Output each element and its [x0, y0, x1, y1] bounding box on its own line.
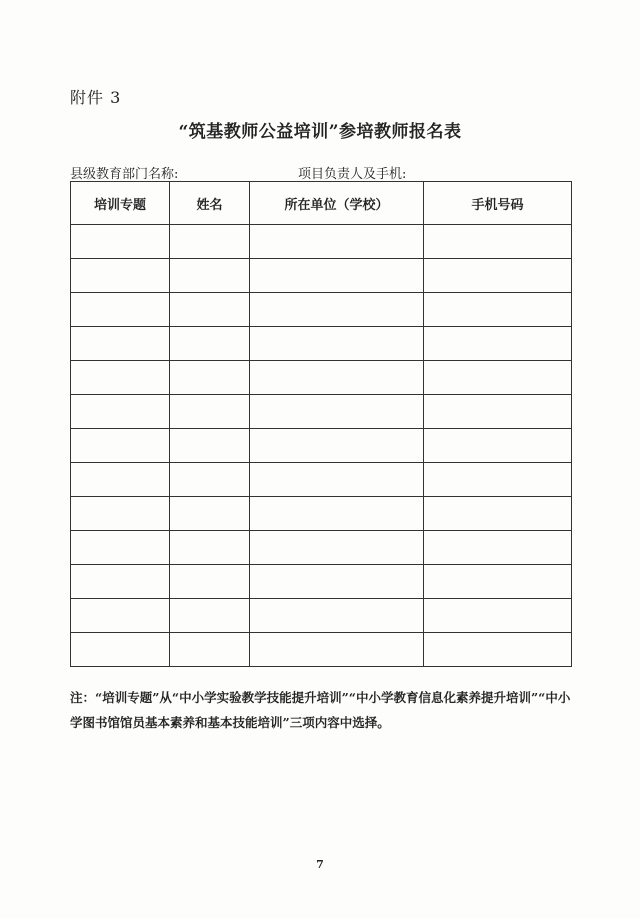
cell-name[interactable]	[170, 497, 250, 531]
cell-phone[interactable]	[424, 293, 572, 327]
cell-phone[interactable]	[424, 531, 572, 565]
cell-name[interactable]	[170, 565, 250, 599]
cell-training-topic[interactable]	[71, 225, 170, 259]
cell-phone[interactable]	[424, 361, 572, 395]
cell-training-topic[interactable]	[71, 565, 170, 599]
table-row	[71, 225, 572, 259]
cell-name[interactable]	[170, 361, 250, 395]
header-name: 姓名	[170, 182, 250, 225]
cell-name[interactable]	[170, 395, 250, 429]
cell-phone[interactable]	[424, 633, 572, 667]
cell-training-topic[interactable]	[71, 429, 170, 463]
attachment-label: 附件 3	[70, 88, 122, 107]
info-row	[70, 163, 575, 181]
cell-phone[interactable]	[424, 463, 572, 497]
cell-training-topic[interactable]	[71, 633, 170, 667]
cell-workplace[interactable]	[250, 531, 424, 565]
cell-workplace[interactable]	[250, 327, 424, 361]
cell-training-topic[interactable]	[71, 463, 170, 497]
cell-phone[interactable]	[424, 497, 572, 531]
table-row	[71, 497, 572, 531]
cell-name[interactable]	[170, 225, 250, 259]
cell-phone[interactable]	[424, 225, 572, 259]
table-row	[71, 531, 572, 565]
cell-workplace[interactable]	[250, 395, 424, 429]
header-training-topic: 培训专题	[71, 182, 170, 225]
cell-workplace[interactable]	[250, 497, 424, 531]
table-row	[71, 361, 572, 395]
table-row	[71, 429, 572, 463]
registration-table	[70, 181, 572, 667]
cell-training-topic[interactable]	[71, 293, 170, 327]
page-number: 7	[316, 858, 324, 871]
cell-workplace[interactable]	[250, 565, 424, 599]
cell-training-topic[interactable]	[71, 361, 170, 395]
table-row	[71, 565, 572, 599]
cell-workplace[interactable]	[250, 599, 424, 633]
cell-name[interactable]	[170, 531, 250, 565]
cell-training-topic[interactable]	[71, 531, 170, 565]
table-row	[71, 293, 572, 327]
cell-workplace[interactable]	[250, 429, 424, 463]
cell-name[interactable]	[170, 463, 250, 497]
form-title: “筑基教师公益培训”参培教师报名表	[178, 122, 462, 142]
table-row	[71, 633, 572, 667]
cell-name[interactable]	[170, 633, 250, 667]
project-contact-label: 项目负责人及手机:	[298, 167, 407, 182]
cell-phone[interactable]	[424, 429, 572, 463]
cell-phone[interactable]	[424, 259, 572, 293]
cell-training-topic[interactable]	[71, 497, 170, 531]
table-header-row	[71, 182, 572, 225]
table-row	[71, 259, 572, 293]
cell-phone[interactable]	[424, 599, 572, 633]
cell-name[interactable]	[170, 327, 250, 361]
cell-training-topic[interactable]	[71, 599, 170, 633]
cell-workplace[interactable]	[250, 259, 424, 293]
cell-name[interactable]	[170, 599, 250, 633]
cell-name[interactable]	[170, 429, 250, 463]
cell-workplace[interactable]	[250, 225, 424, 259]
table-row	[71, 463, 572, 497]
footnote: 注：“培训专题”从“中小学实验教学技能提升培训”“中小学教育信息化素养提升培训”“中小学图书馆馆员基本素养和基本技能培训”三项内容中选择。	[70, 690, 571, 730]
cell-training-topic[interactable]	[71, 327, 170, 361]
cell-phone[interactable]	[424, 565, 572, 599]
header-phone: 手机号码	[424, 182, 572, 225]
cell-training-topic[interactable]	[71, 395, 170, 429]
table-row	[71, 599, 572, 633]
cell-workplace[interactable]	[250, 293, 424, 327]
cell-training-topic[interactable]	[71, 259, 170, 293]
cell-phone[interactable]	[424, 395, 572, 429]
table-body	[71, 225, 572, 667]
cell-workplace[interactable]	[250, 463, 424, 497]
table-row	[71, 395, 572, 429]
cell-phone[interactable]	[424, 327, 572, 361]
county-department-label: 县级教育部门名称:	[70, 167, 179, 182]
cell-name[interactable]	[170, 293, 250, 327]
table-row	[71, 327, 572, 361]
header-workplace: 所在单位（学校）	[250, 182, 424, 225]
cell-name[interactable]	[170, 259, 250, 293]
cell-workplace[interactable]	[250, 361, 424, 395]
cell-workplace[interactable]	[250, 633, 424, 667]
